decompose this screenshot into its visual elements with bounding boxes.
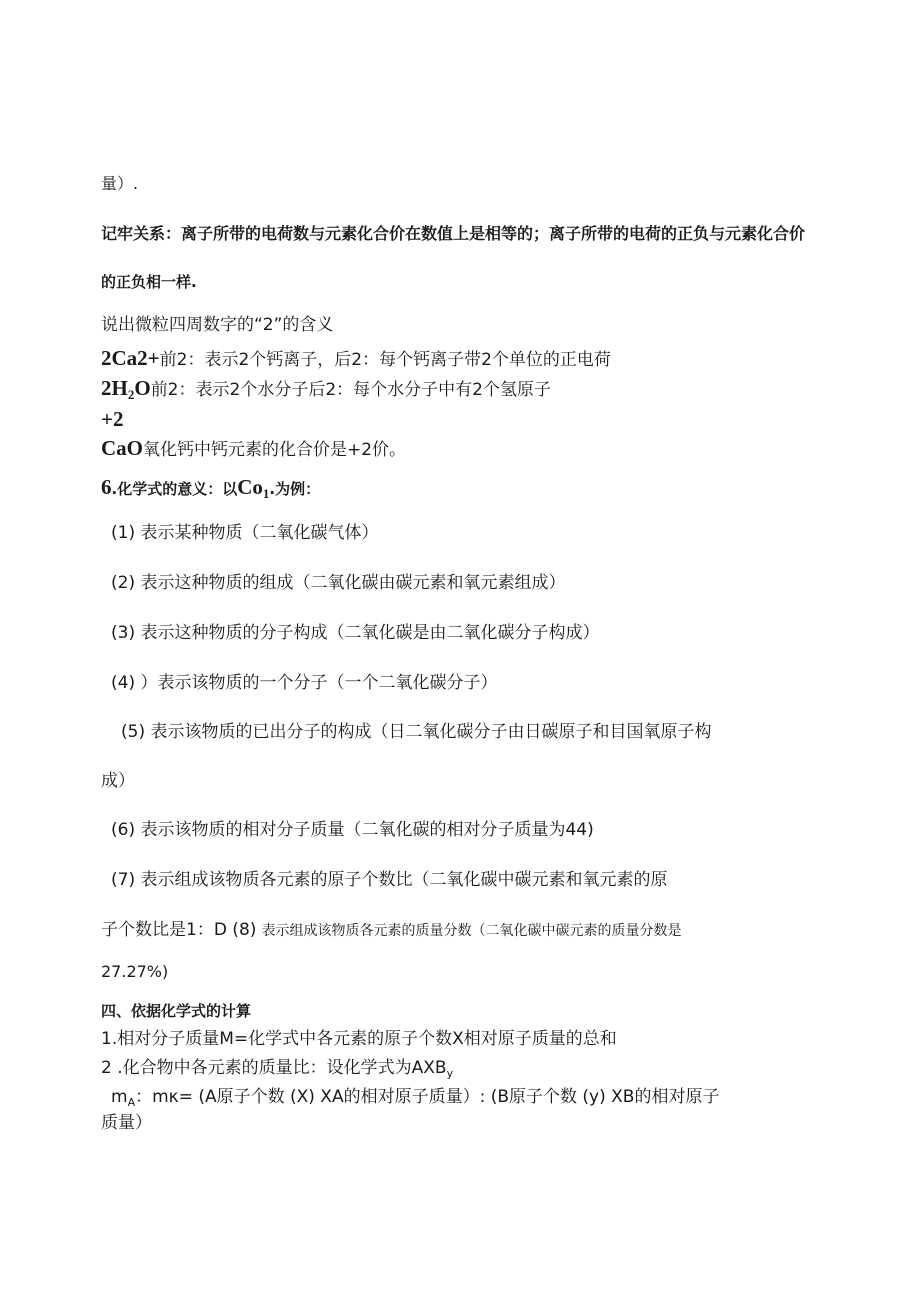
meaning-item-2: (2) 表示这种物质的组成（二氧化碳由碳元素和氧元素组成） xyxy=(111,573,566,593)
text-line-3: 的正负相一样. xyxy=(101,273,197,291)
valence-mark: +2 xyxy=(101,407,124,431)
formula-ca-ion: 2Ca2+ xyxy=(101,346,160,370)
formula-cao-meaning: 氧化钙中钙元素的化合价是+2价。 xyxy=(143,440,407,460)
meaning-item-6: (6) 表示该物质的相对分子质量（二氧化碳的相对分子质量为44) xyxy=(111,820,594,840)
formula-ca-ion-meaning: 前2：表示2个钙离子，后2：每个钙离子带2个单位的正电荷 xyxy=(159,350,611,370)
meaning-item-3: (3) 表示这种物质的分子构成（二氧化碳是由二氧化碳分子构成） xyxy=(111,623,600,643)
meaning-item-5-cont: 成） xyxy=(101,771,135,791)
calc-rule-2: 2 .化合物中各元素的质量比：设化学式为$AXB_y$ xyxy=(101,1058,454,1080)
formula-water: $2H_2O$ xyxy=(101,376,151,402)
text-line-6 xyxy=(101,376,551,403)
section-heading-6: 6.化学式的意义：以$Co_1$.为例： xyxy=(101,475,321,501)
meaning-item-8-cont: 27.27%) xyxy=(101,962,169,981)
meaning-item-7: (7) 表示组成该物质各元素的原子个数比（二氧化碳中碳元素和氧元素的原 xyxy=(111,870,668,890)
formula-water-meaning: 前2：表示2个水分子后2：每个水分子中有2个氢原子 xyxy=(150,380,551,400)
formula-cao: CaO xyxy=(101,436,143,460)
calc-rule-2-formula-cont: 质量） xyxy=(101,1113,152,1133)
calc-rule-1: 1.相对分子质量M=化学式中各元素的原子个数X相对原子质量的总和 xyxy=(101,1029,617,1049)
meaning-item-5: (5) 表示该物质的已出分子的构成（日二氧化碳分子由日碳原子和目国氧原子构 xyxy=(121,722,712,742)
meaning-item-1: (1) 表示某种物质（二氧化碳气体） xyxy=(111,523,379,543)
section-heading-4: 四、依据化学式的计算 xyxy=(101,1002,252,1020)
text-line-8 xyxy=(101,436,406,461)
text-line-2: 记牢关系：离子所带的电荷数与元素化合价在数值上是相等的；离子所带的电荷的正负与元素化合价 xyxy=(101,224,806,243)
calc-rule-2-formula: $m_A$：mκ= (A原子个数 (X) XA的相对原子质量）: (B原子个数 (y) XB的相对原子 xyxy=(111,1087,720,1109)
meaning-item-4: (4) ）表示该物质的一个分子（一个二氧化碳分子） xyxy=(111,673,498,693)
text-line-5 xyxy=(101,346,611,371)
text-line-1: 量）. xyxy=(101,174,139,193)
meaning-item-7-cont: 子个数比是1：D (8) 表示组成该物质各元素的质量分数（二氧化碳中碳元素的质量分数是 xyxy=(101,920,682,940)
text-line-4: 说出微粒四周数字的“2”的含义 xyxy=(101,315,334,335)
